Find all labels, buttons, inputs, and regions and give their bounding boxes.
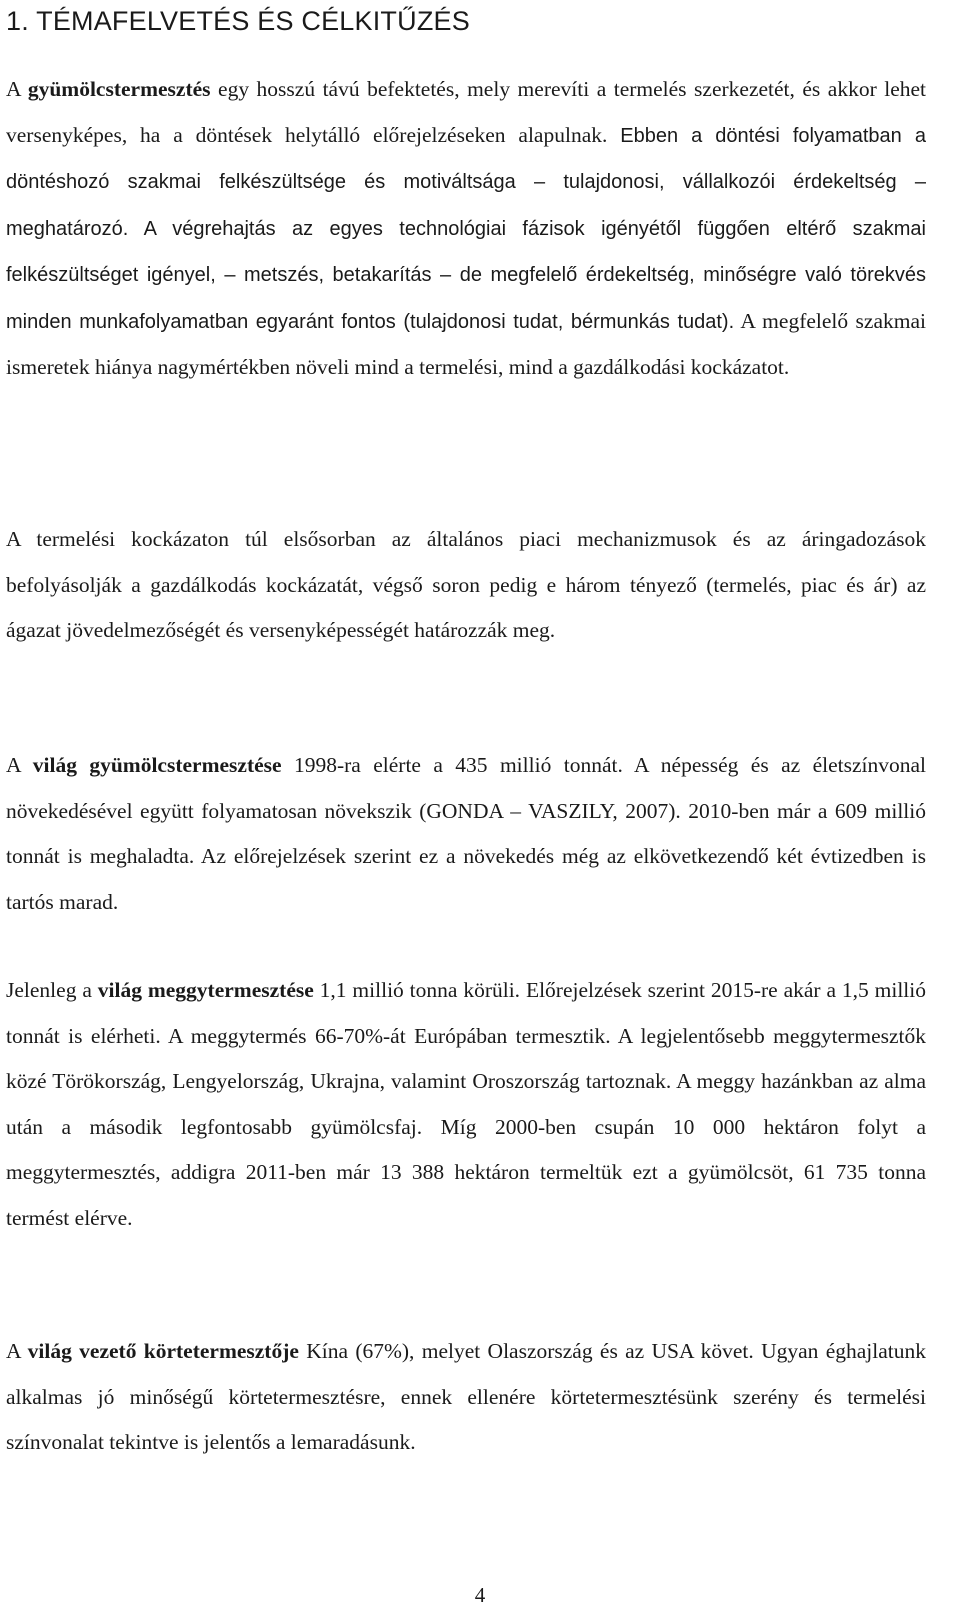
p1-sans-run: Ebben a döntési folyamatban a döntéshozó szakmai felkészültsége és motiváltsága – tulajdonosi, vállalkozói érdekeltség – meghatározó. A végrehajtás az egyes technológiai fázisok igényétől függően eltérő szakmai felkészültséget igényel, – metszés, betakarítás – de megfelelő érdekeltség, minőségre való törekvés minden munkafolyamatban egyaránt fontos (tulajdonosi tudat, bérmunkás tudat). [6, 124, 926, 333]
section-heading: 1. TÉMAFELVETÉS ÉS CÉLKITŰZÉS [6, 6, 470, 36]
p1-bold-term: gyümölcstermesztés [27, 77, 211, 101]
p4-text-start: Jelenleg a [6, 978, 98, 1002]
p5-text-start: A [6, 1339, 28, 1363]
p3-bold-term: világ gyümölcstermesztése [32, 753, 282, 777]
paragraph-5 [6, 1329, 926, 1466]
p3-text-rest: 1998-ra elérte a 435 millió tonnát. A népesség és az életszínvonal növekedésével együtt folyamatosan növekszik (GONDA – VASZILY, 2007). 2010-ben már a 609 millió tonnát is meghaladta. Az előrejelzések szerint ez a növekedés még az elkövetkezendő két évtizedben is tartós marad. [6, 753, 927, 914]
paragraph-2: A termelési kockázaton túl elsősorban az általános piaci mechanizmusok és az áringadozások befolyásolják a gazdálkodás kockázatát, végső soron pedig e három tényező (termelés, piac és ár) az ágazat jövedelmezőségét és versenyképességét határozzák meg. [6, 527, 926, 642]
paragraph-4 [6, 968, 926, 1241]
p1-text-middle: egy hosszú távú befektetés, mely merevíti a termelés szerkezetét, és akkor lehet versenyképes, ha a döntések helytálló előrejelzéseken alapulnak. [6, 77, 927, 147]
paragraph-3 [6, 743, 926, 925]
p5-text-rest: Kína (67%), melyet Olaszország és az USA követ. Ugyan éghajlatunk alkalmas jó minőségű körtetermesztésre, ennek ellenére körtetermesztésünk szerény és termelési színvonalat tekintve is jelentős a lemaradásunk. [6, 1339, 927, 1454]
page-number: 4 [474, 1583, 486, 1607]
p4-text-rest: 1,1 millió tonna körüli. Előrejelzések szerint 2015-re akár a 1,5 millió tonnát is elérheti. A meggytermés 66-70%-át Európában termesztik. A legjelentősebb meggytermesztők közé Törökország, Lengyelország, Ukrajna, valamint Oroszország tartoznak. A meggy hazánkban az alma után a második legfontosabb gyümölcsfaj. Míg 2000-ben csupán 10 000 hektáron folyt a meggytermesztés, addigra 2011-ben már 13 388 hektáron termeltük ezt a gyümölcsöt, 61 735 tonna termést elérve. [6, 978, 927, 1230]
p1-text-start: A [6, 77, 28, 101]
p3-text-start: A [6, 753, 33, 777]
p4-bold-term: világ meggytermesztése [97, 978, 314, 1002]
p1-text-end: A megfelelő szakmai ismeretek hiánya nagymértékben növeli mind a termelési, mind a gazdálkodási kockázatot. [6, 308, 927, 379]
p5-bold-term: világ vezető körtetermesztője [27, 1339, 299, 1363]
paragraph-1 [6, 67, 926, 391]
